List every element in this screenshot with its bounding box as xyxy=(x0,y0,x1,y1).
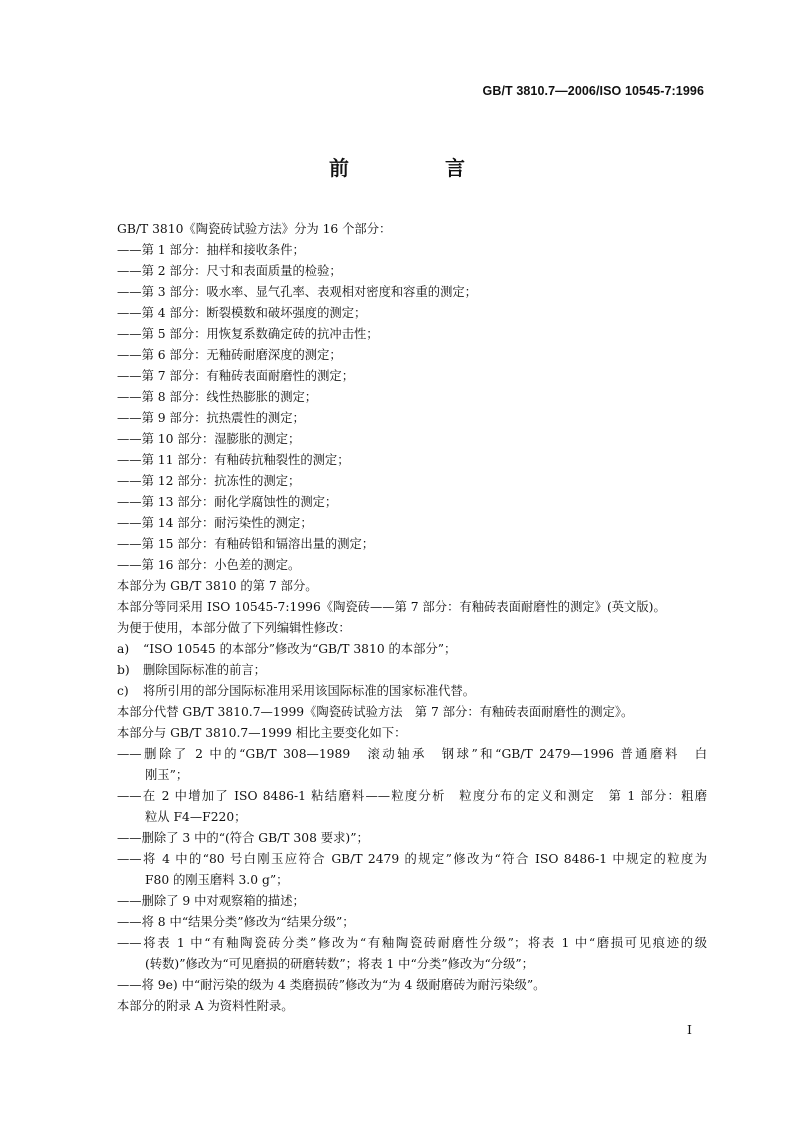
list-item-line: F80 的刚玉磨料 3.0 g”； xyxy=(145,873,289,887)
list-item: ——第 3 部分：吸水率、显气孔率、表观相对密度和容重的测定； xyxy=(117,285,477,299)
list-item-line: (转数)”修改为“可见磨损的研磨转数”；将表 1 中“分类”修改为“分级”； xyxy=(145,957,534,971)
list-item: ——第 12 部分：抗冻性的测定； xyxy=(117,474,301,488)
list-item-text: 删除国际标准的前言； xyxy=(143,663,266,677)
list-item-text: 将所引用的部分国际标准用采用该国际标准的国家标准代替。 xyxy=(143,684,476,698)
list-item: ——删除了 3 中的“(符合 GB/T 308 要求)”； xyxy=(117,831,369,845)
standard-code-header: GB/T 3810.7—2006/ISO 10545-7:1996 xyxy=(482,84,704,98)
page-number: I xyxy=(687,1022,692,1037)
list-item: ——将 8 中“结果分类”修改为“结果分级”； xyxy=(117,915,355,929)
list-item: ——第 14 部分：耐污染性的测定； xyxy=(117,516,313,530)
list-item: ——第 13 部分：耐化学腐蚀性的测定； xyxy=(117,495,338,509)
edit-intro-paragraph: 为便于使用，本部分做了下列编辑性修改： xyxy=(117,621,351,635)
list-item-line: ——在 2 中增加了 ISO 8486-1 粘结磨料——粒度分析 粒度分布的定义和测定 第 1 部分：粗磨 xyxy=(117,789,707,803)
edits-list xyxy=(117,639,707,702)
list-item: ——第 1 部分：抽样和接收条件； xyxy=(117,243,305,257)
list-item: ——将 9e) 中“耐污染的级为 4 类磨损砖”修改为“为 4 级耐磨砖为耐污染级”。 xyxy=(117,978,546,992)
list-item: ——第 9 部分：抗热震性的测定； xyxy=(117,411,305,425)
identical-adoption-paragraph: 本部分等同采用 ISO 10545-7:1996《陶瓷砖——第 7 部分：有釉砖表面耐磨性的测定》(英文版)。 xyxy=(117,600,666,614)
list-item: ——第 8 部分：线性热膨胀的测定； xyxy=(117,390,318,404)
list-item-label: b) xyxy=(117,663,130,677)
replaces-paragraph: 本部分代替 GB/T 3810.7—1999《陶瓷砖试验方法 第 7 部分：有釉砖表面耐磨性的测定》。 xyxy=(117,705,634,719)
list-item xyxy=(117,660,707,681)
list-item: ——第 16 部分：小色差的测定。 xyxy=(117,558,301,572)
list-item-label: a) xyxy=(117,642,130,656)
list-item-line: 粒从 F4—F220； xyxy=(145,810,247,824)
list-item: ——第 6 部分：无釉砖耐磨深度的测定； xyxy=(117,348,342,362)
list-item-label: c) xyxy=(117,684,129,698)
annex-paragraph: 本部分的附录 A 为资料性附录。 xyxy=(117,999,294,1013)
list-item xyxy=(117,933,707,975)
list-item: ——第 2 部分：尺寸和表面质量的检验； xyxy=(117,264,342,278)
list-item xyxy=(117,849,707,891)
list-item xyxy=(117,681,707,702)
list-item xyxy=(117,786,707,828)
list-item-line: 刚玉”； xyxy=(145,768,189,782)
list-item: ——删除了 9 中对观察箱的描述； xyxy=(117,894,305,908)
list-item-line: ——删除了 2 中的“GB/T 308—1989 滚动轴承 钢球”和“GB/T 2479—1996 普通磨料 白 xyxy=(117,747,707,761)
list-item-line: ——将 4 中的“80 号白刚玉应符合 GB/T 2479 的规定”修改为“符合 ISO 8486-1 中规定的粒度为 xyxy=(117,852,707,866)
list-item: ——第 15 部分：有釉砖铅和镉溶出量的测定； xyxy=(117,537,375,551)
list-item: ——第 4 部分：断裂模数和破坏强度的测定； xyxy=(117,306,367,320)
intro-paragraph: GB/T 3810《陶瓷砖试验方法》分为 16 个部分： xyxy=(117,222,392,236)
list-item: ——第 11 部分：有釉砖抗釉裂性的测定； xyxy=(117,453,350,467)
list-item xyxy=(117,639,707,660)
list-item-line: ——将表 1 中“有釉陶瓷砖分类”修改为“有釉陶瓷砖耐磨性分级”；将表 1 中“磨损可见痕迹的级 xyxy=(117,936,707,950)
list-item: ——第 7 部分：有釉砖表面耐磨性的测定； xyxy=(117,369,354,383)
foreword-body xyxy=(117,219,707,1017)
list-item-text: “ISO 10545 的本部分”修改为“GB/T 3810 的本部分”； xyxy=(143,642,457,656)
part-of-paragraph: 本部分为 GB/T 3810 的第 7 部分。 xyxy=(117,579,318,593)
list-item xyxy=(117,744,707,786)
page-title: 前 言 xyxy=(329,156,503,180)
changes-list xyxy=(117,744,707,996)
list-item: ——第 5 部分：用恢复系数确定砖的抗冲击性； xyxy=(117,327,379,341)
list-item: ——第 10 部分：湿膨胀的测定； xyxy=(117,432,301,446)
parts-list xyxy=(117,240,707,576)
changes-intro-paragraph: 本部分与 GB/T 3810.7—1999 相比主要变化如下： xyxy=(117,726,407,740)
